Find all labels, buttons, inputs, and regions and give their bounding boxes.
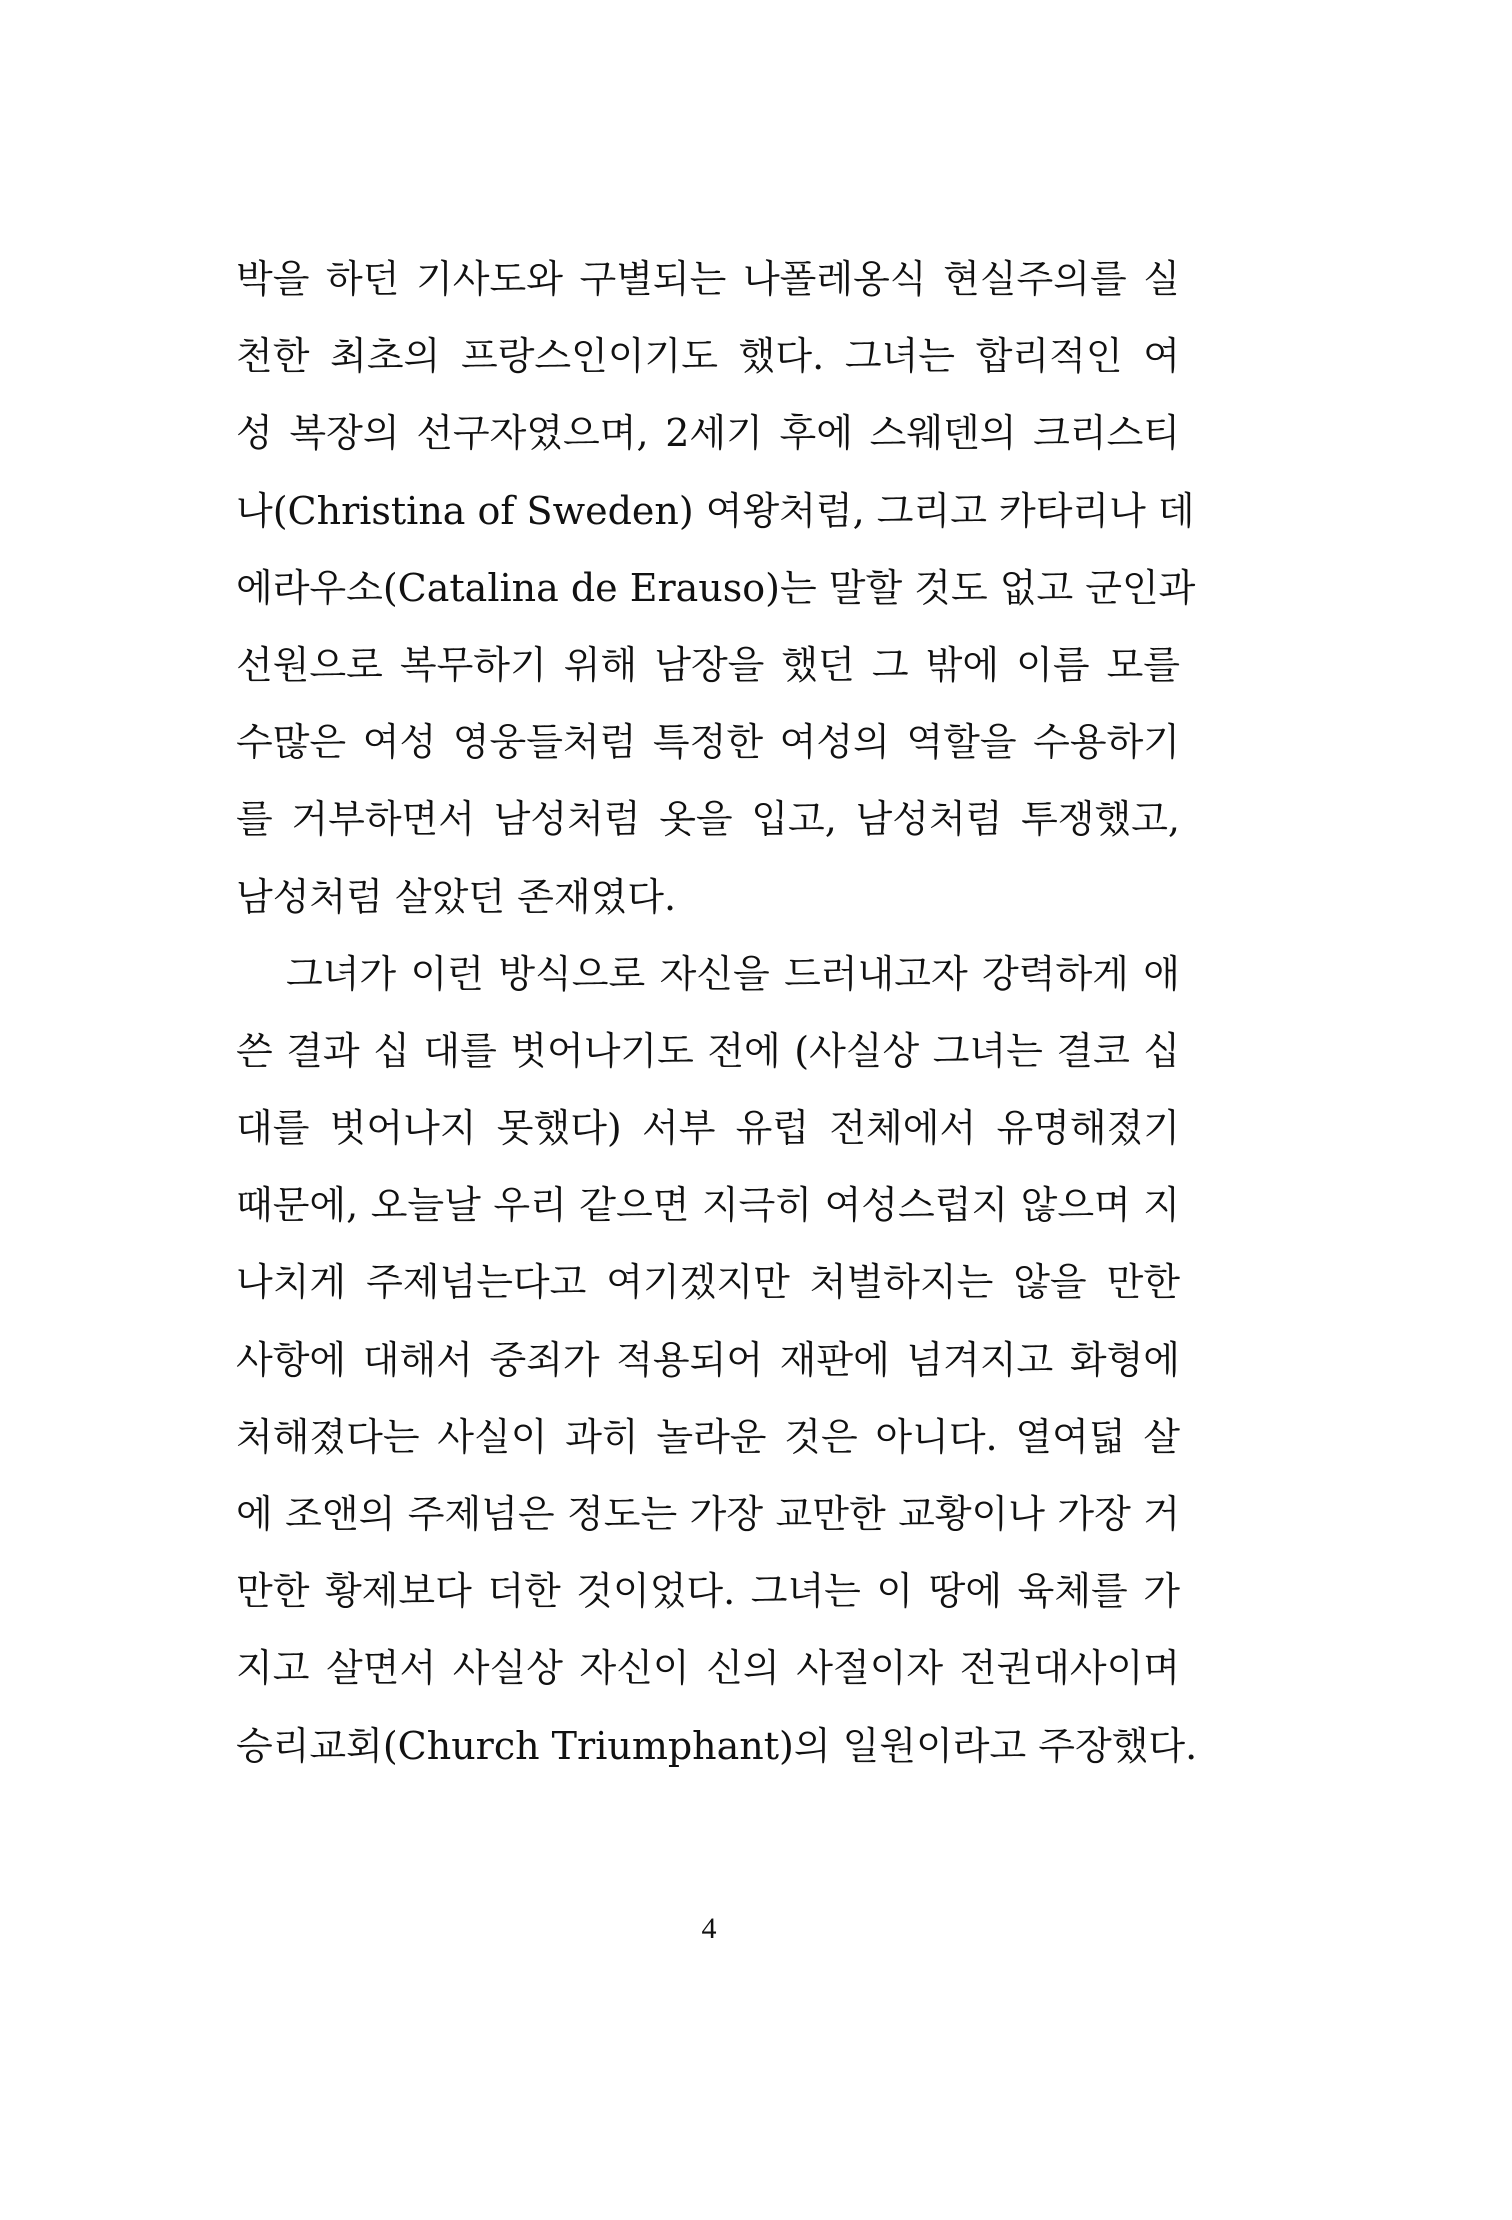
text-line: 처해졌다는 사실이 과히 놀라운 것은 아니다. 열여덟 살 (236, 1414, 1180, 1459)
text-line: 나치게 주제넘는다고 여기겠지만 처벌하지는 않을 만한 (236, 1260, 1180, 1305)
text-line: 나(Christina of Sweden) 여왕처럼, 그리고 카타리나 데 (236, 488, 1195, 533)
text-line: 그녀가 이런 방식으로 자신을 드러내고자 강력하게 애 (286, 951, 1180, 996)
text-line: 만한 황제보다 더한 것이었다. 그녀는 이 땅에 육체를 가 (236, 1569, 1180, 1614)
text-line: 를 거부하면서 남성처럼 옷을 입고, 남성처럼 투쟁했고, (236, 797, 1180, 842)
text-line: 성 복장의 선구자였으며, 2세기 후에 스웨덴의 크리스티 (236, 411, 1180, 456)
text-line: 남성처럼 살았던 존재였다. (236, 874, 677, 919)
text-line: 천한 최초의 프랑스인이기도 했다. 그녀는 합리적인 여 (236, 334, 1180, 379)
paragraph-2 (236, 936, 1198, 1785)
text-line: 에라우소(Catalina de Erauso)는 말할 것도 없고 군인과 (236, 565, 1196, 610)
text-line: 선원으로 복무하기 위해 남장을 했던 그 밖에 이름 모를 (236, 642, 1180, 687)
text-line: 쓴 결과 십 대를 벗어나기도 전에 (사실상 그녀는 결코 십 (236, 1028, 1180, 1073)
text-line: 때문에, 오늘날 우리 같으면 지극히 여성스럽지 않으며 지 (236, 1183, 1180, 1228)
text-line: 승리교회(Church Triumphant)의 일원이라고 주장했다. (236, 1723, 1198, 1768)
text-line: 대를 벗어나지 못했다) 서부 유럽 전체에서 유명해졌기 (236, 1106, 1180, 1151)
text-line: 지고 살면서 사실상 자신이 신의 사절이자 전권대사이며 (236, 1646, 1180, 1691)
text-line: 에 조앤의 주제넘은 정도는 가장 교만한 교황이나 가장 거 (236, 1492, 1180, 1536)
text-line: 사항에 대해서 중죄가 적용되어 재판에 넘겨지고 화형에 (236, 1337, 1180, 1382)
body-text (236, 241, 1198, 1785)
paragraph-1 (236, 241, 1196, 936)
page-number: 4 (701, 1912, 717, 1945)
text-line: 박을 하던 기사도와 구별되는 나폴레옹식 현실주의를 실 (236, 257, 1180, 301)
text-line: 수많은 여성 영웅들처럼 특정한 여성의 역할을 수용하기 (236, 720, 1180, 765)
